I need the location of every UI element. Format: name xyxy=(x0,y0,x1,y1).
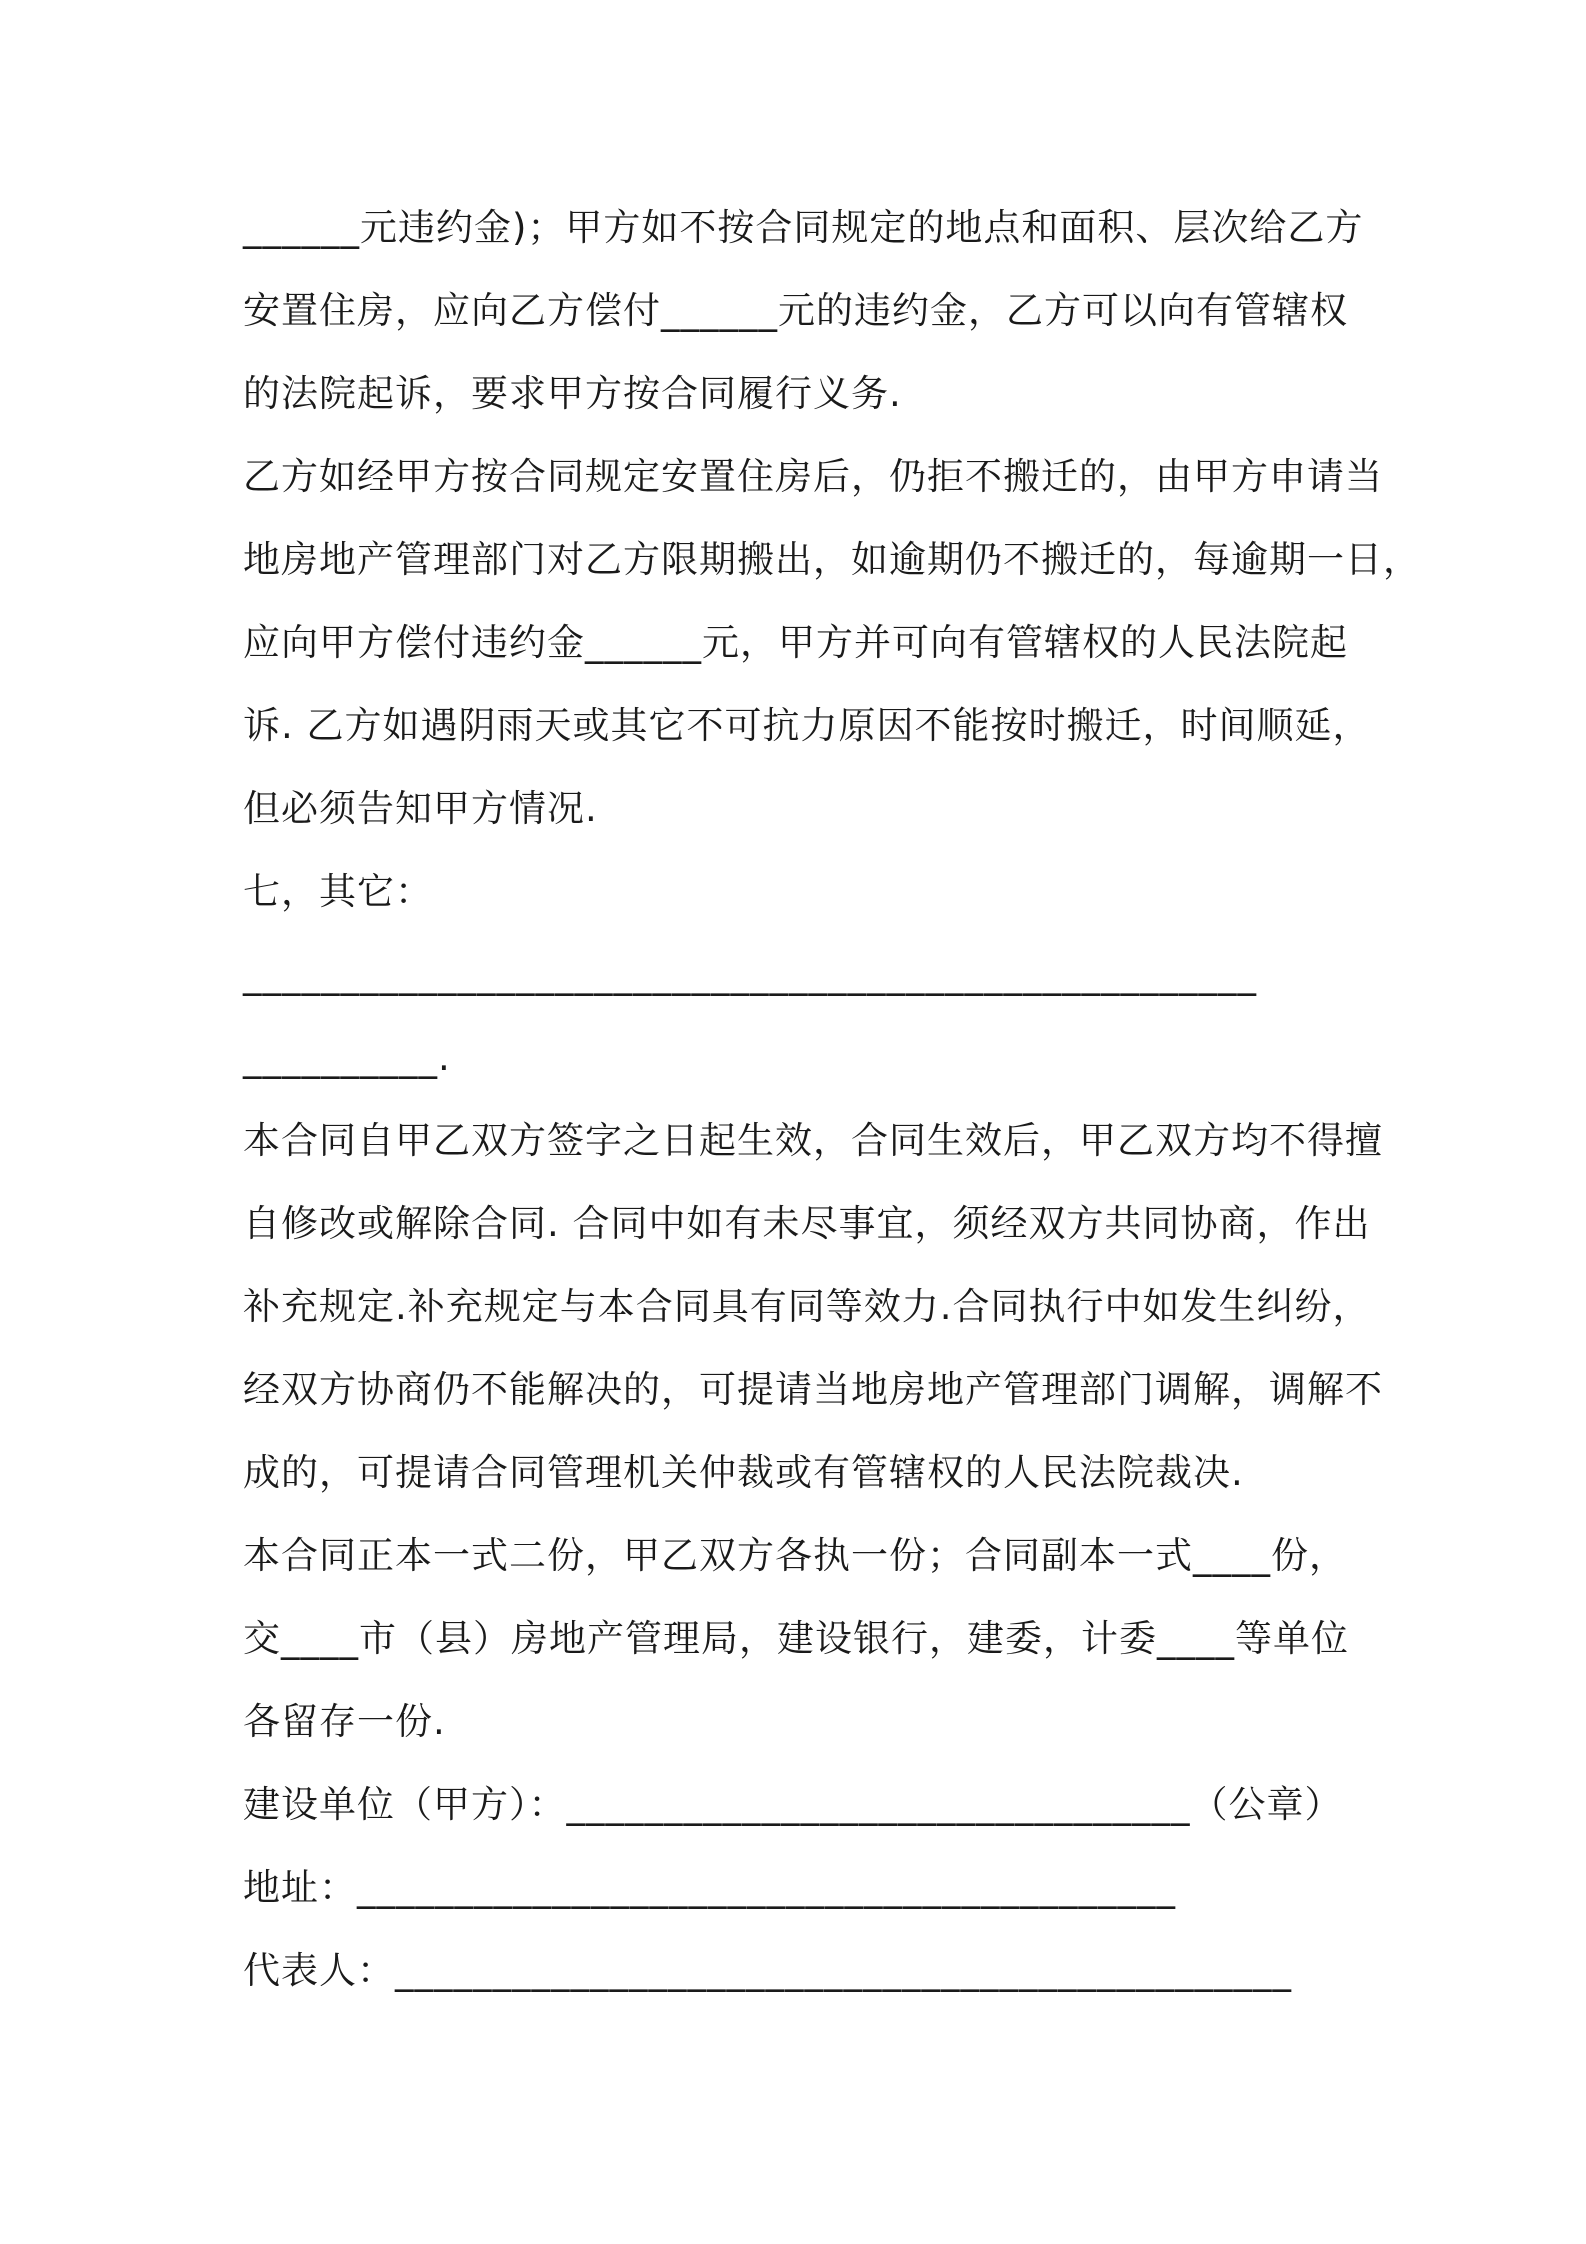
signature-field-party-a: 建设单位（甲方）：________________________________（公章） xyxy=(243,1783,1343,1826)
text-line: 自修改或解除合同. 合同中如有未尽事宜，须经双方共同协商，作出 xyxy=(243,1202,1371,1245)
blank-line: ____________________________________________________ xyxy=(243,953,1257,996)
text-line: 经双方协商仍不能解决的，可提请当地房地产管理部门调解，调解不 xyxy=(243,1368,1383,1411)
text-line: 地房地产管理部门对乙方限期搬出，如逾期仍不搬迁的，每逾期一日， xyxy=(243,538,1421,581)
text-line: 本合同自甲乙双方签字之日起生效，合同生效后，甲乙双方均不得擅 xyxy=(243,1119,1383,1162)
text-line: 安置住房，应向乙方偿付______元的违约金，乙方可以向有管辖权 xyxy=(243,289,1348,332)
blank-line: __________. xyxy=(243,1036,451,1079)
signature-field-address: 地址：__________________________________________ xyxy=(243,1866,1176,1909)
text-line: 交____市（县）房地产管理局，建设银行，建委，计委____等单位 xyxy=(243,1617,1349,1660)
signature-field-representative: 代表人：______________________________________________ xyxy=(243,1949,1292,1992)
text-line: 乙方如经甲方按合同规定安置住房后，仍拒不搬迁的，由甲方申请当 xyxy=(243,455,1383,498)
section-heading-other: 七，其它： xyxy=(243,870,433,913)
text-line: 各留存一份. xyxy=(243,1700,446,1743)
text-line: 的法院起诉，要求甲方按合同履行义务. xyxy=(243,372,902,415)
text-line: 诉. 乙方如遇阴雨天或其它不可抗力原因不能按时搬迁，时间顺延， xyxy=(243,704,1371,747)
text-line: 本合同正本一式二份，甲乙双方各执一份；合同副本一式____份， xyxy=(243,1534,1347,1577)
text-line: ______元违约金)；甲方如不按合同规定的地点和面积、层次给乙方 xyxy=(243,206,1364,249)
text-line: 补充规定.补充规定与本合同具有同等效力.合同执行中如发生纠纷， xyxy=(243,1285,1371,1328)
text-line: 成的，可提请合同管理机关仲裁或有管辖权的人民法院裁决. xyxy=(243,1451,1244,1494)
text-line: 但必须告知甲方情况. xyxy=(243,787,598,830)
text-line: 应向甲方偿付违约金______元，甲方并可向有管辖权的人民法院起 xyxy=(243,621,1348,664)
